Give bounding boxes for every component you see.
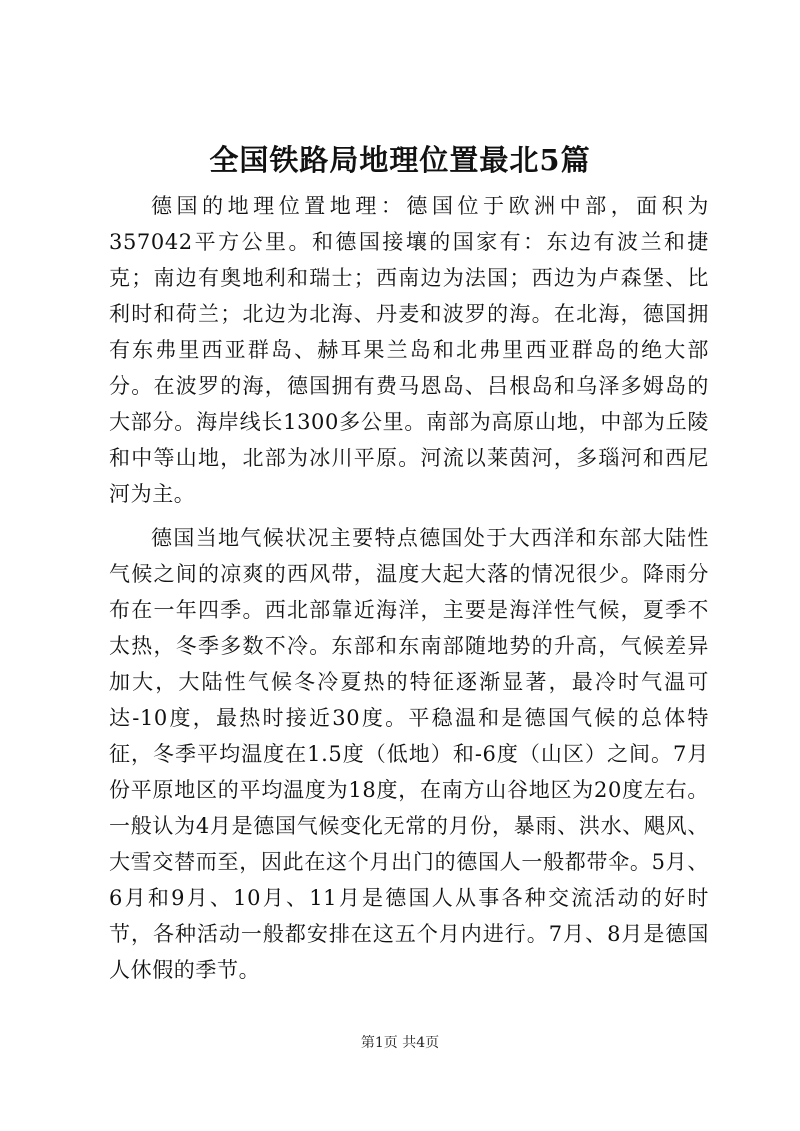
paragraph-geography: 德国的地理位置地理：德国位于欧洲中部，面积为357042平方公里。和德国接壤的国家有：东边有波兰和捷克；南边有奥地利和瑞士；西南边为法国；西边为卢森堡、比利时和荷兰；北边为北海、丹麦和波罗的海。在北海，德国拥有东弗里西亚群岛、赫耳果兰岛和北弗里西亚群岛的绝大部分。在波罗的海，德国拥有费马恩岛、吕根岛和乌泽多姆岛的大部分。海岸线长1300多公里。南部为高原山地，中部为丘陵和中等山地，北部为冰川平原。河流以莱茵河，多瑙河和西尼河为主。 [109,194,709,506]
document-title: 全国铁路局地理位置最北5篇 [209,143,591,177]
document-body [109,188,709,996]
paragraph-climate: 德国当地气候状况主要特点德国处于大西洋和东部大陆性气候之间的凉爽的西风带，温度大起大落的情况很少。降雨分布在一年四季。西北部靠近海洋，主要是海洋性气候，夏季不太热，冬季多数不冷。东部和东南部随地势的升高，气候差异加大，大陆性气候冬冷夏热的特征逐渐显著，最冷时气温可达-10度，最热时接近30度。平稳温和是德国气候的总体特征，冬季平均温度在1.5度（低地）和-6度（山区）之间。7月份平原地区的平均温度为18度，在南方山谷地区为20度左右。一般认为4月是德国气候变化无常的月份，暴雨、洪水、飓风、大雪交替而至，因此在这个月出门的德国人一般都带伞。5月、6月和9月、10月、11月是德国人从事各种交流活动的好时节，各种活动一般都安排在这五个月内进行。7月、8月是德国人休假的季节。 [109,526,709,982]
page-footer: 第1页 共4页 [360,1035,440,1051]
